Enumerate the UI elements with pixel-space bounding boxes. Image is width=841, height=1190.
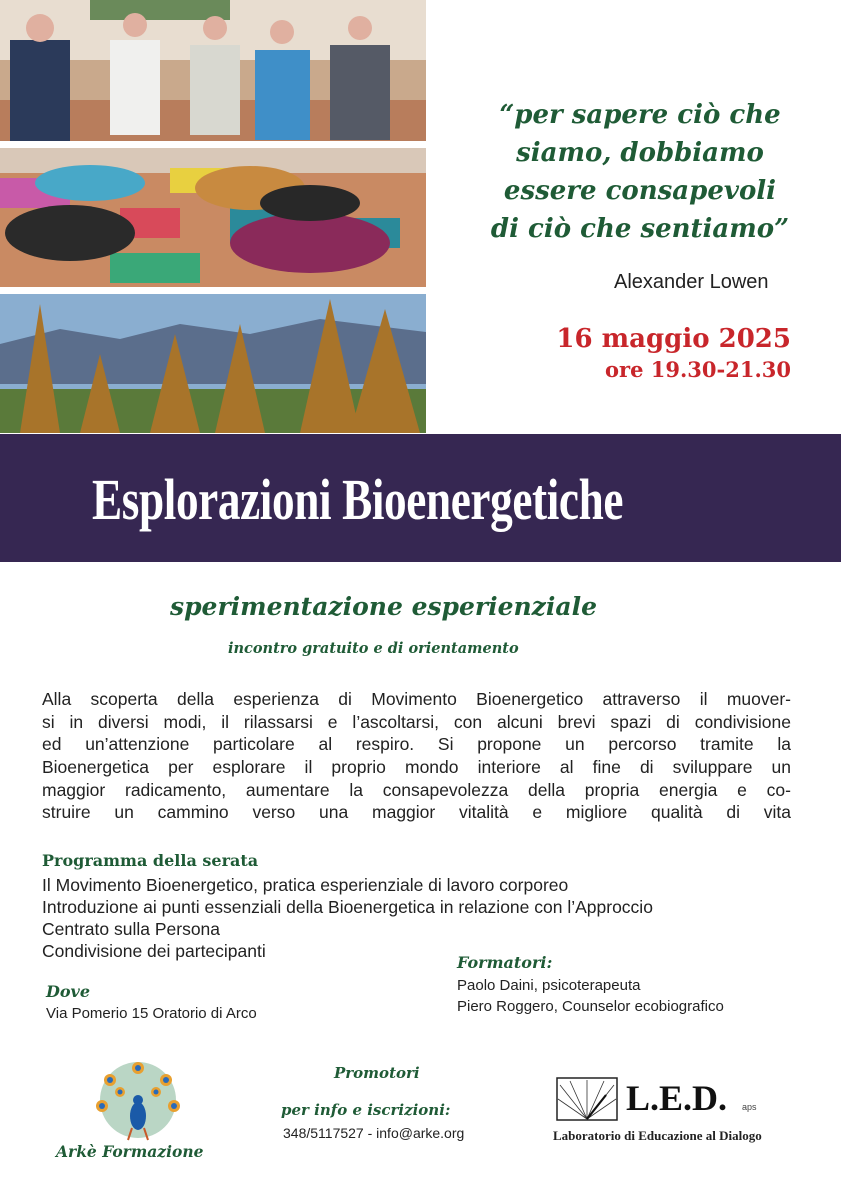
description-line: struire un cammino verso una maggior vitalità e migliore qualità di vita [42,802,791,823]
sundial-icon [556,1077,618,1121]
promotori-heading: Promotori [334,1064,420,1082]
title-banner [0,434,841,562]
event-time: ore 19.30-21.30 [605,357,791,382]
quote [440,96,840,248]
description-line: Bioenergetica per esplorare il proprio mondo interiore al fine di sviluppare un [42,757,791,778]
programma-item: Il Movimento Bioenergetico, pratica esperienziale di lavoro corporeo [42,875,569,895]
programma-heading: Programma della serata [42,851,259,870]
group-circle-photo [0,0,426,141]
peacock-icon [90,1058,186,1142]
formatore-item: Piero Roggero, Counselor ecobiografico [457,998,724,1015]
contact-info: 348/5117527 - info@arke.org [283,1125,465,1141]
subtitle: sperimentazione esperienziale [170,592,597,621]
led-full-name: Laboratorio di Educazione al Dialogo [553,1128,762,1143]
description-line: Alla scoperta della esperienza di Movimento Bioenergetico attraverso il muover- [42,689,791,709]
mountain-landscape-photo [0,294,426,433]
quote-line: di ciò che sentiamo” [490,214,790,244]
programma-item: Centrato sulla Persona [42,919,221,939]
arke-name: Arkè Formazione [56,1142,204,1161]
quote-line: “per sapere ciò che [499,100,781,130]
programma-item: Introduzione ai punti essenziali della Bioenergetica in relazione con l’Approccio [42,897,653,917]
quote-author: Alexander Lowen [614,271,769,293]
formatore-item: Paolo Daini, psicoterapeuta [457,977,641,994]
formatori-heading: Formatori: [457,953,553,972]
description-line: maggior radicamento, aumentare la consapevolezza della propria energia e co- [42,779,791,800]
dove-heading: Dove [46,982,91,1001]
formatori-list [457,975,724,1017]
info-heading: per info e iscrizioni: [281,1101,451,1119]
quote-line: essere consapevoli [503,176,777,206]
page-title: Esplorazioni Bioenergetiche [92,467,624,532]
subtitle-secondary: incontro gratuito e di orientamento [228,640,519,657]
programma-item: Condivisione dei partecipanti [42,941,266,961]
event-date: 16 maggio 2025 [556,324,791,354]
programma-list [42,874,653,962]
led-suffix: aps [742,1102,757,1112]
description [42,688,791,824]
relaxation-mats-photo [0,148,426,287]
description-line: ed un’attenzione particolare al respiro. Si propone un percorso tramite la [42,734,791,755]
quote-line: siamo, dobbiamo [516,138,764,168]
led-name: L.E.D. [626,1078,728,1118]
dove-address: Via Pomerio 15 Oratorio di Arco [46,1005,257,1022]
description-line: si in diversi modi, il rilassarsi e l’ascoltarsi, con alcuni brevi spazi di condivisione [42,711,791,732]
event-datetime [556,322,791,384]
